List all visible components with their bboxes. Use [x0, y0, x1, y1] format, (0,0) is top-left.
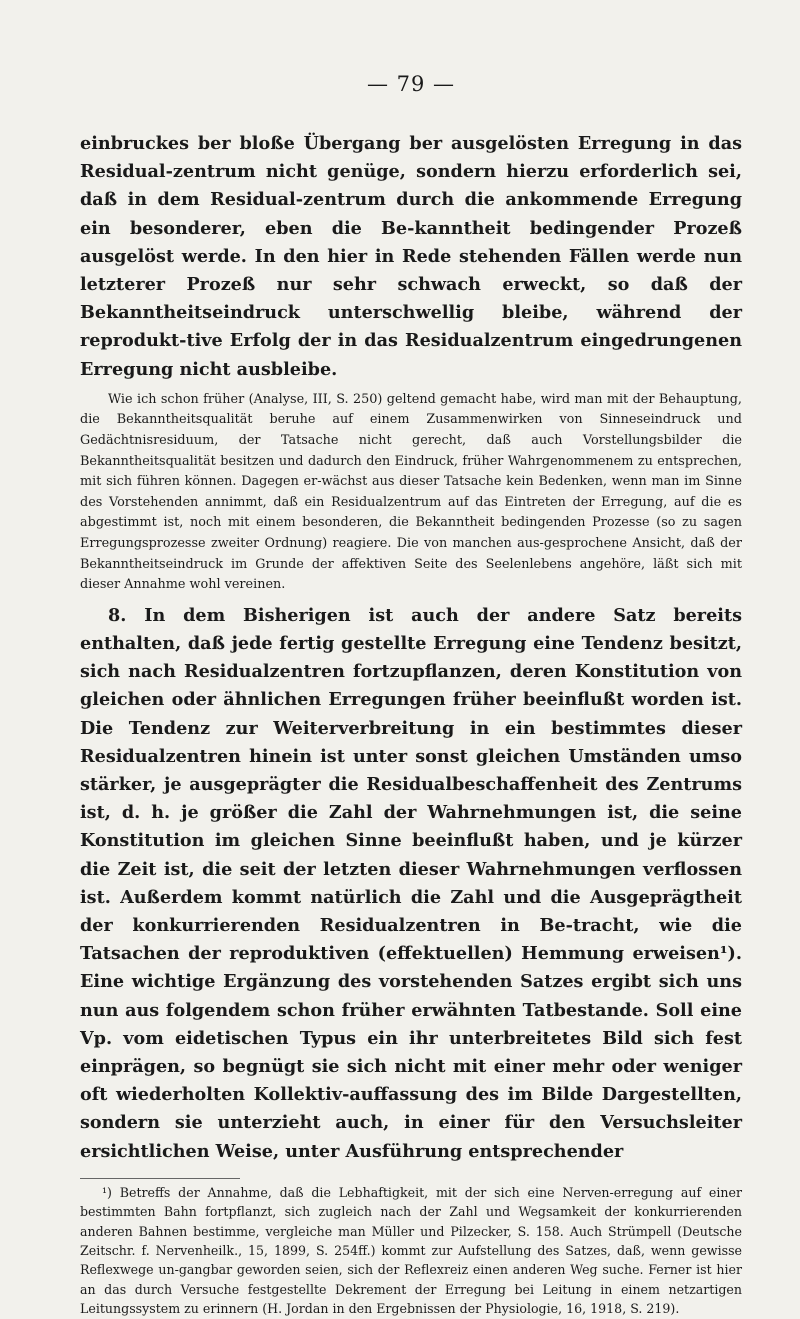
page-number: — 79 — [366, 72, 456, 96]
footnote-1: ¹) Betreffs der Annahme, daß die Lebhaftigkeit, mit der sich eine Nerven-erregung auf einer bestimmten Bahn fortpflanzt, sich zugleich nach der Zahl und Wegsamkeit der konkurrierenden anderen Bahnen bestimme, vergleiche man Müller und Pilzecker, S. 158. Auch Strümpell (Deutsche Zeitschr. f. Nervenheilk., 15, 1899, S. 254ff.) kommt zur Aufstellung des Satzes, daß, wenn gewisse Reflexwege un-gangbar geworden seien, sich der Reflexreiz einen anderen Weg suche. Ferner ist hier an das durch Versuche festgestellte Dekrement der Erregung bei Leitung in einem netzartigen Leitungssystem zu erinnern (H. Jordan in den Ergebnissen der Physiologie, 16, 1918, S. 219). [80, 1184, 742, 1317]
paragraph-note-familiarity: Wie ich schon früher (Analyse, III, S. 250) geltend gemacht habe, wird man mit der Behauptung, die Bekanntheitsqualität beruhe auf einem Zusammenwirken von Sinneseindruck und Gedächtnisresiduum, der Tatsache nicht gerecht, daß auch Vorstellungsbilder die Bekanntheitsqualität besitzen und dadurch den Eindruck, früher Wahrgenommenem zu entsprechen, mit sich führen können. Dagegen er-wächst aus dieser Tatsache kein Bedenken, wenn man im Sinne des Vorstehenden annimmt, daß ein Residualzentrum auf das Eintreten der Erregung, auf die es abgestimmt ist, noch mit einem besonderen, die Bekanntheit bedingenden Prozesse (so zu sagen Erregungsprozesse zweiter Ordnung) reagiere. Die von manchen aus-gesprochene Ansicht, daß der Bekanntheitseindruck im Grunde der affektiven Seite des Seelenlebens angehöre, läßt sich mit dieser Annahme wohl vereinen. [80, 391, 742, 593]
footnote-divider [80, 1178, 240, 1179]
paragraph-residual-center: einbruckes ber bloße Übergang ber ausgelösten Erregung in das Residual-zentrum nicht genüge, sondern hierzu erforderlich sei, daß in dem Residual-zentrum durch die ankommende Erregung ein besonderer, eben die Be-kanntheit bedingender Prozeß ausgelöst werde. In den hier in Rede stehenden Fällen werde nun letzterer Prozeß nur sehr schwach erweckt, so daß der Bekanntheitseindruck unterschwellig bleibe, während der reprodukt-tive Erfolg der in das Residualzentrum eingedrungenen Erregung nicht ausbleibe. [80, 133, 742, 380]
paragraph-section-8: 8. In dem Bisherigen ist auch der andere Satz bereits enthalten, daß jede fertig gestellte Erregung eine Tendenz besitzt, sich nach Residualzentren fortzupflanzen, deren Konstitution von gleichen oder ähnlichen Erregungen früher beeinflußt worden ist. Die Tendenz zur Weiterverbreitung in ein bestimmtes dieser Residualzentren hinein ist unter sonst gleichen Umständen umso stärker, je ausgeprägter die Residualbeschaffenheit des Zentrums ist, d. h. je größer die Zahl der Wahrnehmungen ist, die seine Konstitution im gleichen Sinne beeinflußt haben, und je kürzer die Zeit ist, die seit der letzten dieser Wahrnehmungen verflossen ist. Außerdem kommt natürlich die Zahl und die Ausgeprägtheit der konkurrierenden Residualzentren in Be-tracht, wie die Tatsachen der reproduktiven (effektuellen) Hemmung erweisen¹). Eine wichtige Ergänzung des vorstehenden Satzes ergibt sich uns nun aus folgendem schon früher erwähnten Tatbestande. Soll eine Vp. vom eidetischen Typus ein ihr unterbreitetes Bild sich fest einprägen, so begnügt sie sich nicht mit einer mehr oder weniger oft wiederholten Kollektiv-auffassung des im Bilde Dargestellten, sondern sie unterzieht auch, in einer für den Versuchsleiter ersichtlichen Weise, unter Ausführung entsprechender [80, 604, 742, 1162]
